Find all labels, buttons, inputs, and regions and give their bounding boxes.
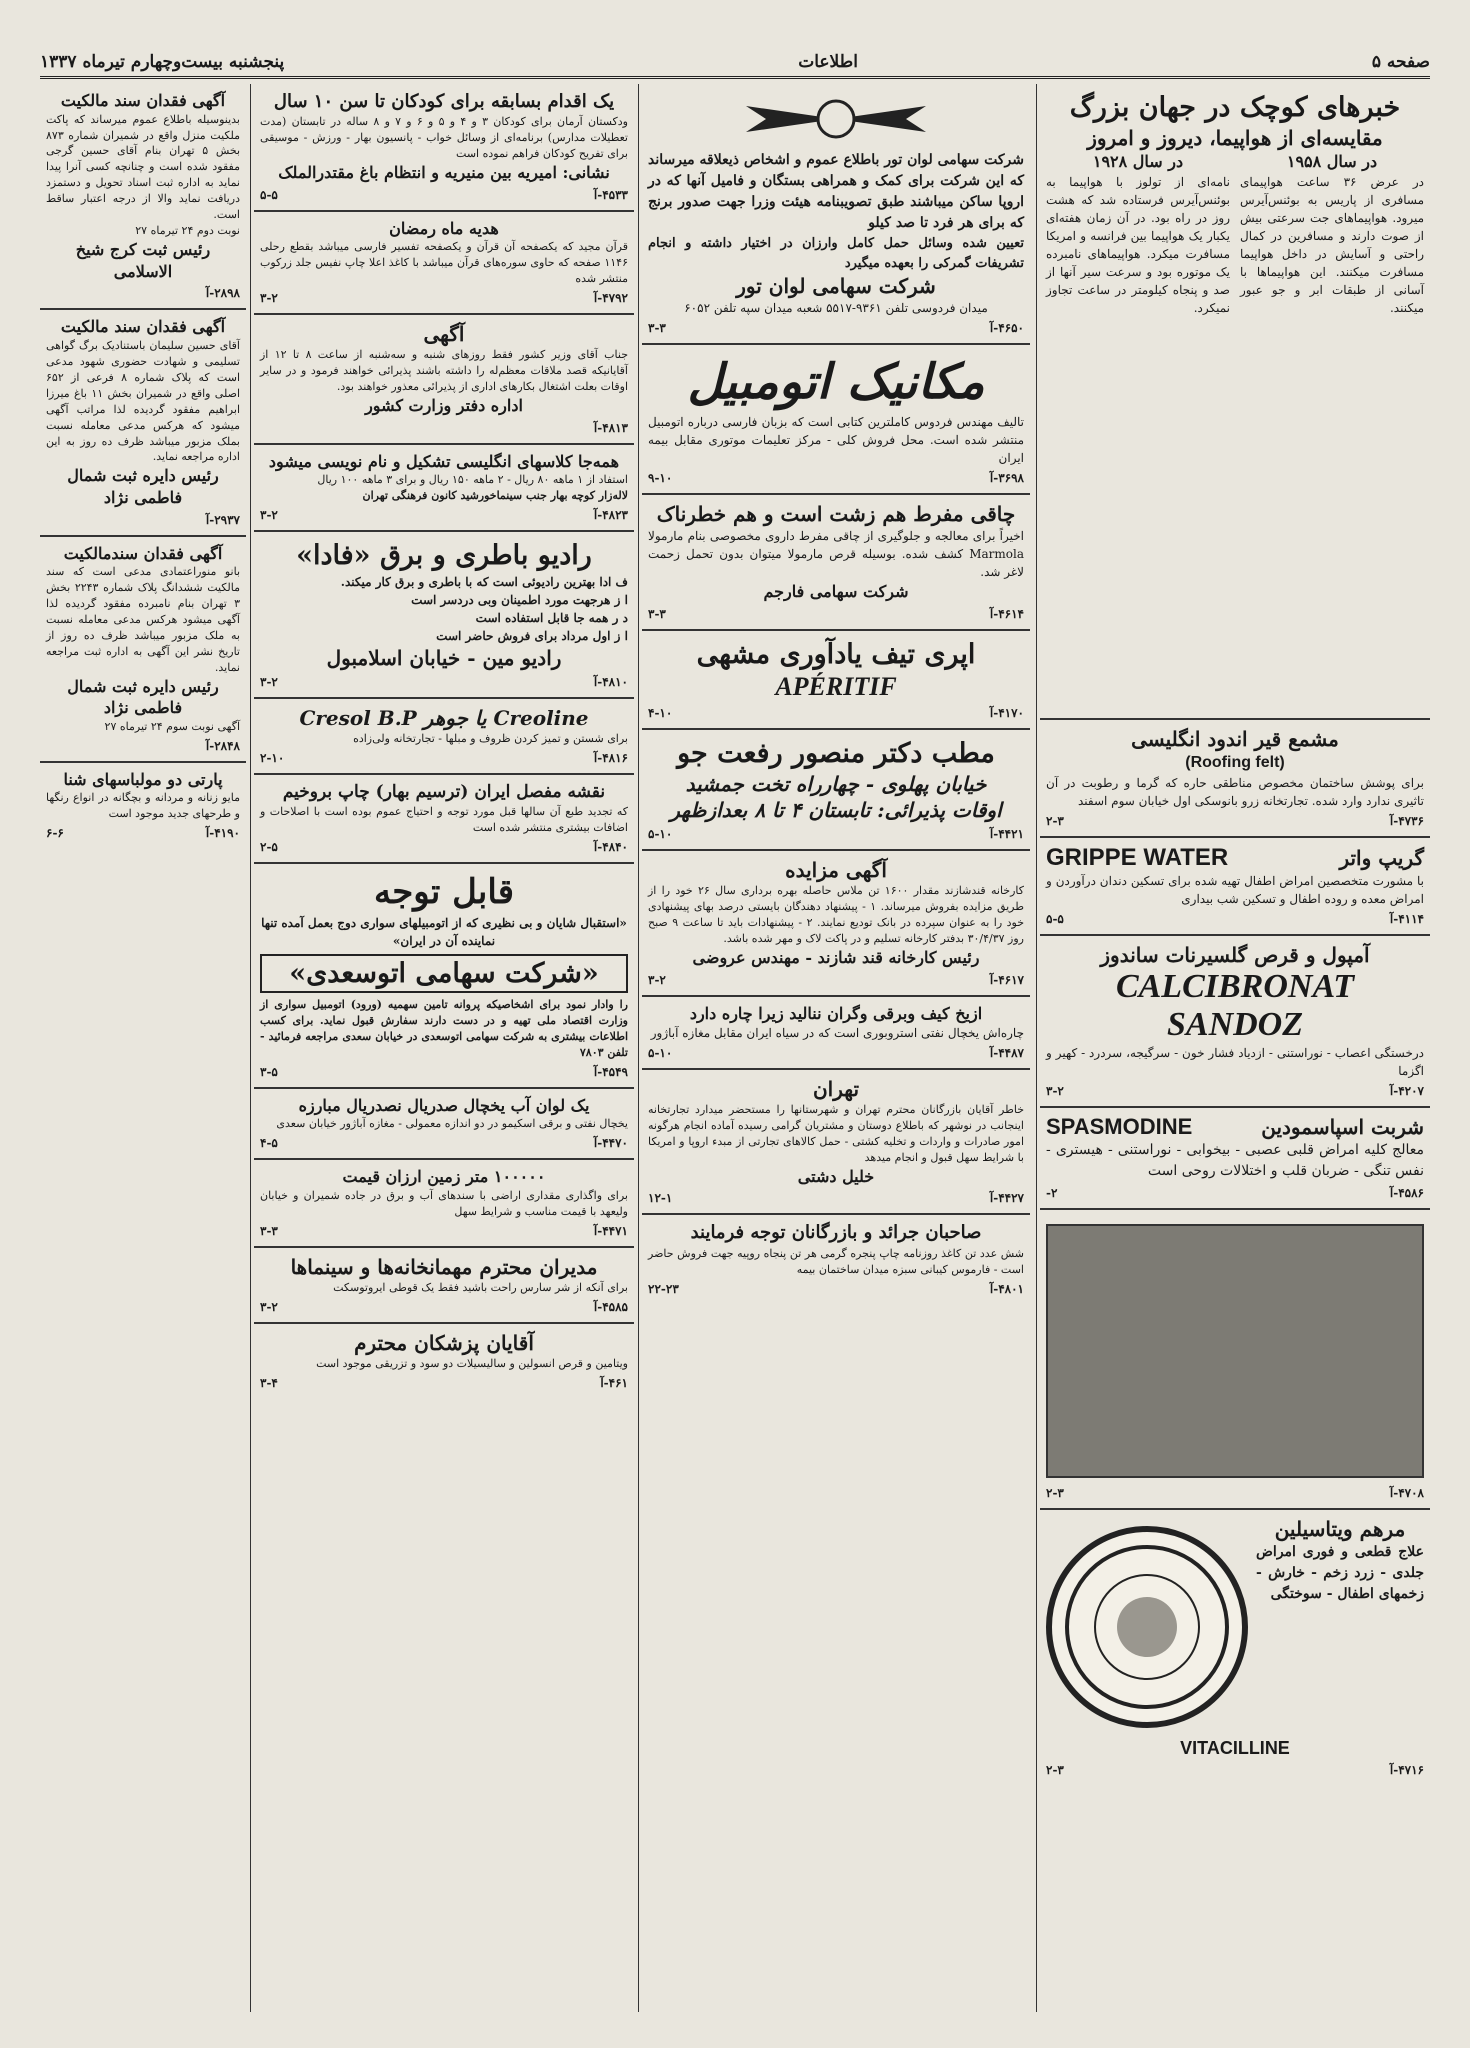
ad-sign: اداره دفتر وزارت کشور xyxy=(365,395,523,415)
column-rule xyxy=(638,84,639,2012)
ad-code: ۴۶۱۷-آ xyxy=(989,972,1024,987)
article-subtitle: مقایسه‌ای از هواپیما، دیروز و امروز xyxy=(1087,126,1383,151)
engraving-image xyxy=(1046,1224,1424,1478)
ad-code: ۴۸۴۰-آ xyxy=(593,839,628,854)
ad-code: ۴۴۸۷-آ xyxy=(989,1046,1024,1061)
article-title: خبرهای کوچک در جهان بزرگ xyxy=(1069,92,1401,123)
ad-fada-radio xyxy=(254,532,634,699)
ad-run: ۵-۱۰ xyxy=(648,1046,673,1061)
ad-title: مکانیک اتومبیل xyxy=(687,354,985,410)
ad-ministry-notice xyxy=(254,315,634,444)
notice-lost-deed-2 xyxy=(40,310,246,536)
column-3 xyxy=(254,84,634,2012)
ad-auction xyxy=(642,851,1030,996)
ad-code: ۴۸۰۱-آ xyxy=(989,1281,1024,1296)
ad-code: ۳۶۹۸-آ xyxy=(989,471,1024,486)
ad-run: ۶-۶ xyxy=(46,826,64,841)
ad-run: ۳-۲ xyxy=(260,291,278,306)
ad-creoline xyxy=(254,699,634,775)
article-body xyxy=(1046,151,1424,317)
ad-text: استفاد از ۱ ماهه ۸۰ ریال - ۲ ماهه ۱۵۰ ریال و برای ۳ ماهه ۱۰۰ ریال xyxy=(317,473,628,487)
ad-run: ۳-۵ xyxy=(260,1064,278,1079)
column-rule xyxy=(1036,84,1037,2012)
ad-title: مطب دکتر منصور رفعت جو xyxy=(677,738,995,770)
ad-title: Creoline یا جوهر Cresol B.P xyxy=(299,706,589,731)
ad-merchant xyxy=(642,1070,1030,1215)
ad-text: جناب آقای وزیر کشور فقط روزهای شنبه و سه‌شنبه از ساعت ۸ تا ۱۲ از آقایانیکه قصد ملاقات معظم‌له را داشته باشند پذیرائی خواهند فرمود و در سایر اوقات بعلت اشتغال بکارهای اداری از پذیرائی معذور خواهند بود. xyxy=(260,348,629,393)
ad-title: شربت اسپاسمودین xyxy=(1261,1114,1424,1139)
ad-ramadan-gift xyxy=(254,212,634,315)
ad-title: مرهم ویتاسیلین xyxy=(1274,1516,1406,1541)
ad-company: شرکت سهامی لوان تور xyxy=(736,274,936,298)
ad-iran-map xyxy=(254,775,634,864)
ad-run: ۵-۵ xyxy=(260,187,278,202)
notice-text: بانو منوراعتمادی مدعی است که سند مالکیت ششدانگ پلاک شماره ۲۲۴۳ بخش ۳ تهران بنام نامبرده مفقود گردیده لذا آگهی میشود هرکس مدعی معامله نسبت به ملک مزبور میباشد ظرف ده روز از تاریخ نشر این آگهی به اداره ثبت مراجعه نماید. xyxy=(46,565,240,674)
ad-code: ۴۸۱۳-آ xyxy=(593,420,628,435)
ad-roofing-felt xyxy=(1040,720,1430,838)
article-col-head: در سال ۱۹۵۸ xyxy=(1286,152,1378,172)
column-1 xyxy=(1040,84,1430,2012)
ad-run: ۳-۲ xyxy=(260,675,278,690)
ad-title: آقایان پزشکان محترم xyxy=(354,1330,534,1355)
ad-line: ا ز اول مرداد برای فروش حاضر است xyxy=(436,629,628,644)
ad-text: یخچال نفتی و برقی اسکیمو در دو اندازه معمولی - مغازه آباژور خیابان سعدی xyxy=(276,1117,628,1131)
ad-text: مایو زنانه و مردانه و بچگانه در انواع رنگها و طرحهای جدید موجود است xyxy=(46,791,240,821)
ad-code: ۴۵۳۳-آ xyxy=(593,187,628,202)
ad-latin: CALCIBRONAT SANDOZ xyxy=(1115,967,1355,1043)
ad-run: ۳-۳ xyxy=(648,606,666,621)
notice-sign: رئیس ثبت کرج شیخ الاسلامی xyxy=(75,240,211,281)
ad-title: اپری تیف یادآوری مشهی xyxy=(696,638,976,670)
ad-code: ۴۷۳۶-آ xyxy=(1389,813,1424,828)
winged-logo-icon xyxy=(736,94,936,144)
ad-run: ۲- xyxy=(1046,1185,1058,1200)
ad-latin: VITACILLINE xyxy=(1180,1737,1290,1758)
ad-text: برای واگذاری مقداری اراضی با سندهای آب و برق در جاده شمیران و خیابان ولیعهد با قیمت مناسب و شرایط سهل xyxy=(260,1188,628,1218)
ad-code: ۴۸۱۰-آ xyxy=(593,675,628,690)
ad-code: ۴۴۷۱-آ xyxy=(593,1223,628,1238)
ad-text: چاره‌اش یخچال نفتی استروبوری است که در سیاه ایران مقابل مغازه آباژور xyxy=(650,1026,1024,1041)
ad-text-bold: تعیین شده وسائل حمل کامل وارزان در اختیار داشته و انجام تشریفات گمرکی را بعهده میگیرد xyxy=(648,236,1024,271)
ad-line: د ر همه جا قابل استفاده است xyxy=(475,611,628,626)
ad-code: ۴۵۸۵-آ xyxy=(593,1299,628,1314)
ad-text: علاج قطعی و فوری امراض جلدی - زرد زخم - خارش - زخمهای اطفال - سوختگی xyxy=(1256,1543,1424,1602)
notice-title: آگهی فقدان سند مالکیت xyxy=(60,91,226,110)
ad-text: برای آنکه از شر سارس راحت باشید فقط یک قوطی ایروتوسکت xyxy=(333,1280,628,1294)
ad-text: که تجدید طبع آن سالها قبل مورد توجه و احتیاج عموم بوده است با اصلاحات و اضافات بیشتری منتشر شده است xyxy=(260,804,628,834)
ad-run: ۴-۵ xyxy=(260,1136,278,1151)
ad-run: ۳-۴ xyxy=(260,1375,278,1390)
ad-text: را وادار نمود برای اشخاصیکه پروانه تامین سهمیه (ورود) اتومبیل سواری از وزارت اقتصاد ملی تهیه و در دست دارند سفارش قبول نماید. برای کسب اطلاعات بیشتری به شرکت سهامی اتوسعدی در خیابان سعدی مراجعه فرمائید - تلفن ۷۸۰۳ xyxy=(260,998,628,1059)
notice-text: آقای حسین سلیمان باستنادیک برگ گواهی تسلیمی و شهادت حضوری شهود مدعی است که پلاک شماره ۸ فرعی از ۶۵۲ اصلی واقع در شمیران بخش ۱۱ باغ میرزا ابراهیم مفقود گردیده لذا مراتب آگهی میشود که هرکس مدعی معامله نسبت بملک مزبور میباشد ظرف ده روز به این اداره مراجعه نماید. xyxy=(46,338,241,464)
notice-code: ۲۸۴۸-آ xyxy=(205,738,240,753)
ad-text: معالج کلیه امراض قلبی عصبی - بیخوابی - نوراستنی - هیستری - نفس تنگی - ضربان قلب و اختلالات روحی است xyxy=(1046,1141,1424,1179)
notice-sign: رئیس دایره ثبت شمال فاطمی نژاد xyxy=(67,676,219,718)
article-col-head: در سال ۱۹۲۸ xyxy=(1092,152,1184,172)
ad-title: تهران xyxy=(812,1077,860,1102)
ad-text: قرآن مجید که یکصفحه آن قرآن و یکصفحه تفسیر فارسی میباشد بقطع رحلی ۱۱۴۶ صفحه که حاوی سوره‌های قرآن میباشد با کاغذ اعلا چاپ نفیس جلد زرکوب منتشر شده xyxy=(260,240,628,286)
ad-text: شرکت سهامی لوان تور باطلاع عموم و اشخاص ذیعلاقه میرساند که این شرکت برای کمک و همراهی بستگان و فامیل آنها که در اروپا ساکن میباشند طبق تصویبنامه هیئت وزرا جهت صدور برنج که برای هر فرد تا صد کیلو xyxy=(647,152,1024,231)
ad-text: کارخانه قندشازند مقدار ۱۶۰۰ تن ملاس حاصله بهره برداری سال ۲۶ خود را از طریق مزایده بفروش میرساند. ۱ - پیشنهاد دهندگان بایستی درصد بهای پیشنهادی خود را به عنوان سپرده در بانک تودیع نمایند. ۲ - پیشنهادات باید تا ساعت ۹ صبح روز ۳۰/۴/۳۷ بدفتر کارخانه تسلیم و در پاکت لاک و مهر شده باشد. xyxy=(648,884,1025,945)
ad-company: شرکت سهامی فارجم xyxy=(763,582,909,602)
ad-latin: GRIPPE WATER xyxy=(1046,843,1229,871)
ad-line: ا ز هرجهت مورد اطمینان وبی دردسر است xyxy=(411,593,628,608)
ad-sign: نشانی: امیریه بین منیریه و انتظام باغ مقتدرالملک xyxy=(278,163,610,183)
ad-title: یک اقدام بسابقه برای کودکان تا سن ۱۰ سال xyxy=(273,91,615,112)
ad-swimwear xyxy=(40,763,246,848)
ad-latin: APÉRITIF xyxy=(775,672,897,702)
ad-run: ۲-۳ xyxy=(1046,1762,1064,1777)
ad-run: ۲-۳ xyxy=(1046,1485,1064,1500)
ad-code: ۴۱۱۴-آ xyxy=(1389,911,1424,926)
issue-date: پنجشنبه بیست‌وچهارم تیرماه ۱۳۳۷ xyxy=(40,52,285,72)
ad-newsprint xyxy=(642,1215,1030,1303)
ad-title: مدیران محترم مهمانخانه‌ها و سینماها xyxy=(290,1254,598,1279)
ad-marmola xyxy=(642,495,1030,631)
ad-english-classes xyxy=(254,445,634,532)
ad-calcibronat xyxy=(1040,936,1430,1108)
ad-engraving xyxy=(1040,1210,1430,1510)
ad-text: درخستگی اعصاب - نوراستنی - ازدیاد فشار خون - سرگیجه، سردرد - کهیر و اگزما xyxy=(1046,1045,1424,1078)
ad-code: ۴۵۸۶-آ xyxy=(1389,1185,1424,1200)
notice-title: آگهی فقدان سند مالکیت xyxy=(60,317,226,337)
ad-run: ۵-۱۰ xyxy=(648,827,673,842)
notice-code: ۲۸۹۸-آ xyxy=(205,286,240,301)
ad-text: برای شستن و تمیز کردن ظروف و مبلها - تجارتخانه ولی‌زاده xyxy=(353,732,628,746)
ad-text: اخیراً برای معالجه و جلوگیری از چاقی مفرط داروی مخصوصی بنام مارمولا Marmola کشف شده. بوسیله قرص مارمولا میتوان بدون تحمل زحمت لاغر شد. xyxy=(648,529,1024,580)
ad-code: ۴۵۴۹-آ xyxy=(593,1064,628,1079)
ad-address: خیابان پهلوی - چهارراه تخت جمشید xyxy=(685,772,987,797)
ad-code: ۴۷۹۲-آ xyxy=(593,291,628,306)
column-2 xyxy=(642,84,1030,2012)
ad-run: ۴-۱۰ xyxy=(648,706,673,721)
ad-text: برای پوشش ساختمان مخصوص مناطقی حاره که گرما و رطوبت در آن تاثیری ندارد وارد شده. تجارتخانه زرو بانوسکی اول خیابان سوم اسفند xyxy=(1046,775,1424,808)
ad-levan-tour xyxy=(642,84,1030,345)
ad-code: ۴۸۲۳-آ xyxy=(593,507,628,522)
ad-text: ویتامین و قرص انسولین و سالیسیلات دو سود و تزریقی موجود است xyxy=(316,1356,628,1370)
ad-code: ۴۸۱۶-آ xyxy=(593,751,628,766)
ad-auto-mechanic-book xyxy=(642,345,1030,495)
ad-run: ۲۲-۲۳ xyxy=(648,1281,679,1296)
ad-title: آمپول و قرص گلسیرنات ساندوز xyxy=(1100,942,1370,967)
ad-text: با مشورت متخصصین امراض اطفال تهیه شده برای تسکین دندان درآوردن و امراض معده و روده اطفال و تسکین شب بیداری xyxy=(1046,873,1424,906)
ad-title: قابل توجه xyxy=(374,871,514,912)
ad-address: میدان فردوسی تلفن ۹۳۶۱-۵۵۱۷ شعبه میدان سپه تلفن ۶۰۵۲ xyxy=(684,301,988,315)
ad-text: «استقبال شایان و بی نظیری که از اتومبیلهای سواری دوج بعمل آمده تنها نماینده آن در ایران» xyxy=(261,916,627,949)
ad-spasmodine xyxy=(1040,1108,1430,1210)
ad-address: لاله‌زار کوچه بهار جنب سینماخورشید کانون فرهنگی تهران xyxy=(362,489,628,503)
ad-code: ۴۴۲۱-آ xyxy=(989,827,1024,842)
ad-hotel-managers xyxy=(254,1248,634,1324)
ad-run: ۵-۵ xyxy=(1046,911,1064,926)
ad-run: ۳-۲ xyxy=(648,972,666,987)
ad-refrigerator xyxy=(642,997,1030,1071)
ad-code: ۴۶۵۰-آ xyxy=(989,321,1024,335)
ad-run: ۳-۲ xyxy=(260,507,278,522)
ad-doctors xyxy=(254,1324,634,1398)
notice-text: بدینوسیله باطلاع عموم میرساند که پاکت ملکیت منزل واقع در شمیران شماره ۸۷۳ بخش ۵ تهران بنام آقای حسین گرجی مفقود شده است و چنانچه کسی آنرا پیدا نماید به اداره ثبت اسناد تحویل و دستمزد دریافت نماید والا از درجه اعتبار ساقط است. xyxy=(46,112,241,222)
notice-date: نوبت دوم ۲۴ تیرماه ۲۷ xyxy=(135,224,240,238)
ad-title: نقشه مفصل ایران (ترسیم بهار) چاپ بروخیم xyxy=(282,782,606,803)
ad-title: گریپ واتر xyxy=(1339,845,1424,870)
ad-text: خاطر آقایان بازرگانان محترم تهران و شهرستانها را مستحضر میدارد تجارتخانه اینجانب در نوشهر که باطلاع دوستان و مشتریان گرامی رسیده آماده انجام هرگونه امور صادرات و واردات و تخلیه کشتی - حمل کالاهای تجارتی از مبدء اروپا و امریکا با شرایط سهل قبول و انجام میدهد xyxy=(648,1103,1024,1164)
ad-code: ۴۲۰۷-آ xyxy=(1389,1083,1424,1098)
ad-kindergarten xyxy=(254,84,634,212)
ad-run: ۲-۳ xyxy=(1046,813,1064,828)
ad-code: ۴۷۰۸-آ xyxy=(1389,1485,1424,1500)
ad-title: آگهی xyxy=(423,322,465,347)
vitacilline-seal xyxy=(1046,1526,1248,1728)
ad-text: شش عدد تن کاغذ روزنامه چاپ پنجره گرمی هر تن پنجاه روپیه جهت فروش حاضر است - فارموس کیبانی سبزه میدان ساختمان بیمه xyxy=(648,1246,1024,1276)
ad-run: ۳-۳ xyxy=(260,1223,278,1238)
article-text: در عرض ۳۶ ساعت هواپیمای مسافری از پاریس به بوئنس‌آیرس میرود. هواپیماهای جت سرعتی بیش از صوت دارند و مسافرین در کمال راحتی و آسایش در داخل هواپیما مسافرت میکنند. این هواپیماها با آسانی از طبقات ابر و جو عبور میکنند. xyxy=(1240,174,1425,315)
news-article xyxy=(1040,84,1430,720)
ad-run: ۳-۳ xyxy=(648,321,666,335)
ad-sign: رادیو مین - خیابان اسلامبول xyxy=(326,646,562,671)
ad-otosaadi xyxy=(254,864,634,1089)
ad-company: «شرکت سهامی اتوسعدی» xyxy=(260,954,628,993)
ad-run: ۱۲-۱ xyxy=(648,1191,673,1206)
ad-title: ازیخ کیف وبرقی وگران ننالید زیرا چاره دارد xyxy=(689,1003,983,1023)
ad-text: تالیف مهندس فردوس کاملترین کتابی است که بزبان فارسی درباره اتومبیل منتشر شده است. محل فروش کلی - مرکز تعلیمات موتوری مقابل بیمه ایران xyxy=(648,415,1024,466)
notice-sign: رئیس دایره ثبت شمال فاطمی نژاد xyxy=(67,466,219,507)
ad-doctor-office xyxy=(642,730,1030,851)
paper-name: اطلاعات xyxy=(798,52,858,72)
ad-run: ۲-۱۰ xyxy=(260,751,285,766)
ad-title: هدیه ماه رمضان xyxy=(389,218,499,238)
notice-lost-deed-3 xyxy=(40,537,246,763)
ad-code: ۴۷۱۶-آ xyxy=(1389,1762,1424,1777)
ad-sign: رئیس کارخانه قند شازند - مهندس عروضی xyxy=(692,947,980,967)
page-number: صفحه ۵ xyxy=(1371,52,1430,72)
ad-ice-fridge xyxy=(254,1089,634,1161)
ad-run: ۲-۵ xyxy=(260,839,278,854)
ad-title: آگهی مزایده xyxy=(785,858,887,883)
ad-title: پارتی دو مولباسهای شنا xyxy=(63,769,223,789)
levan-tour-logo xyxy=(648,94,1024,144)
ad-title: ۱۰۰۰۰۰ متر زمین ارزان قیمت xyxy=(342,1167,546,1187)
ad-text: ودکستان آرمان برای کودکان ۳ و ۴ و ۵ و ۶ و ۷ و ۸ ساله در تابستان (مدت تعطیلات مدارس) برنامه‌ای از وسائل خواب - پانسیون بهار - ورزش - موسیقی برای تفریح کودکان فراهم نموده است xyxy=(260,115,628,161)
ad-hours: اوقات پذیرائی: تابستان ۴ تا ۸ بعدازظهر xyxy=(670,798,1002,823)
ad-grippe-water xyxy=(1040,838,1430,936)
ad-code: ۴۶۱۴-آ xyxy=(989,606,1024,621)
ad-run: ۳-۲ xyxy=(260,1299,278,1314)
ad-code: ۴۱۹۰-آ xyxy=(205,826,240,841)
notice-lost-deed-1 xyxy=(40,84,246,310)
ad-title: چاقی مفرط هم زشت است و هم خطرناک xyxy=(656,502,1016,527)
ad-run: ۳-۲ xyxy=(1046,1083,1064,1098)
ad-title: رادیو باطری و برق «فادا» xyxy=(296,539,592,571)
ad-land xyxy=(254,1160,634,1247)
notice-title: آگهی فقدان سندمالکیت xyxy=(63,543,223,563)
column-4 xyxy=(40,84,246,2012)
ad-latin: SPASMODINE xyxy=(1046,1113,1193,1139)
seal-icon xyxy=(1062,1542,1232,1712)
ad-aperitif xyxy=(642,631,1030,730)
ad-sign: خلیل دشتی xyxy=(797,1166,875,1186)
ad-title: صاحبان جرائد و بازرگانان توجه فرمایند xyxy=(690,1222,982,1244)
ad-code: ۴۴۷۰-آ xyxy=(593,1136,628,1151)
ad-title: همه‌جا کلاسهای انگلیسی تشکیل و نام نویسی میشود xyxy=(268,451,620,471)
notice-code: ۲۹۳۷-آ xyxy=(205,512,240,527)
ad-title: مشمع قیر اندود انگلیسی xyxy=(1131,727,1339,751)
notice-date: آگهی نوبت سوم ۲۴ تیرماه ۲۷ xyxy=(104,719,240,733)
ad-run: ۹-۱۰ xyxy=(648,471,673,486)
column-rule xyxy=(250,84,251,2012)
ad-title: یک لوان آب یخچال صدریال نصدریال مبارزه xyxy=(298,1095,590,1115)
ad-code: ۴۱۷۰-آ xyxy=(989,706,1024,721)
ad-code: ۴۶۱-آ xyxy=(600,1375,628,1390)
masthead xyxy=(40,48,1430,79)
ad-code: ۴۴۲۷-آ xyxy=(989,1191,1024,1206)
ad-vitacilline xyxy=(1040,1510,1430,1785)
ad-latin: (Roofing felt) xyxy=(1185,754,1285,771)
article-text: نامه‌ای از تولوز با هواپیما به بوئنس‌آیرس فرستاده شد که هشت روز در راه بود. در آن زمان هفته‌ای یکبار یک هواپیما بین فرانسه و امریکا مسافرت میکرد. هواپیماهای نامبرده یک موتوره بود و سرعت سیر آنها از صد و پنجاه کیلومتر در ساعت تجاوز نمیکرد. xyxy=(1046,174,1230,315)
ad-line: ف ادا بهترین رادیوئی است که با باطری و برق کار میکند. xyxy=(340,575,628,590)
